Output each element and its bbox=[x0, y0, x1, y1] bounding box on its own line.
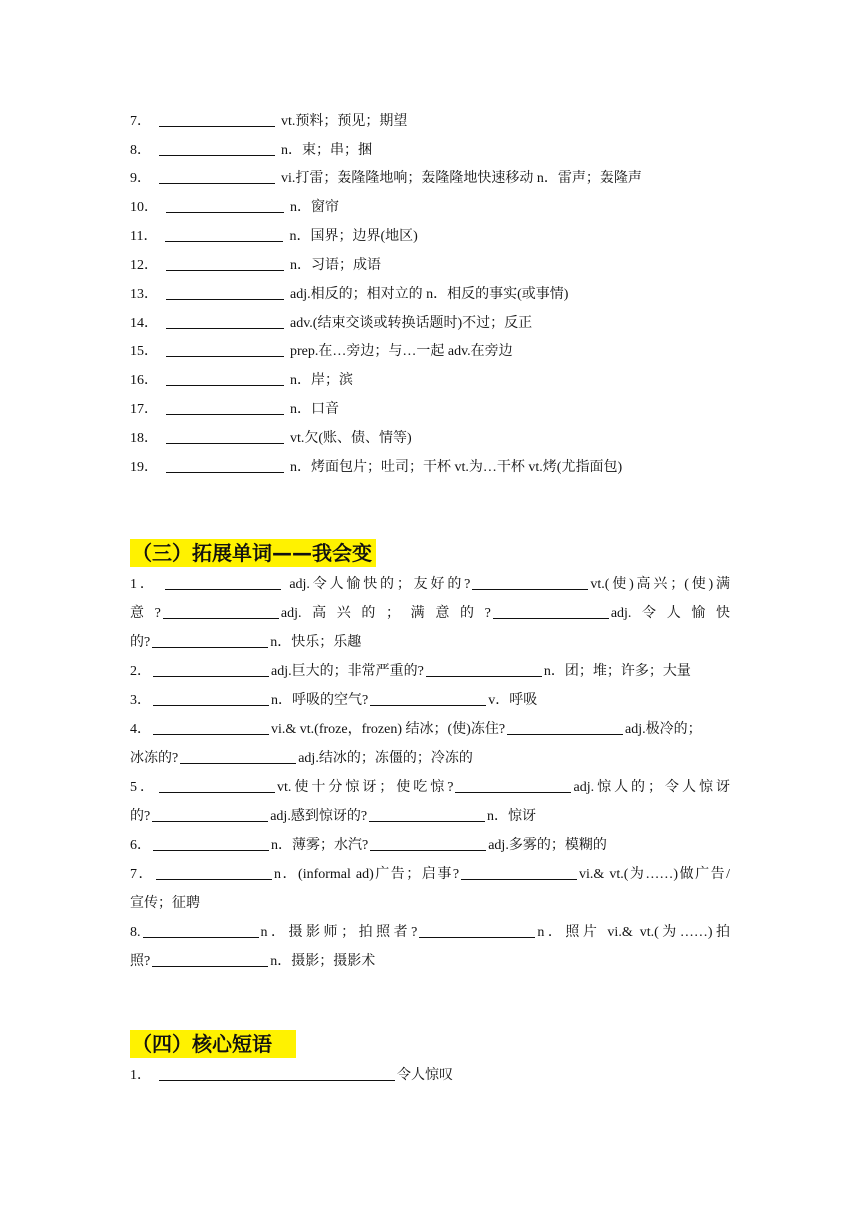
answer-blank[interactable] bbox=[166, 458, 284, 473]
item-number: 1． bbox=[130, 1068, 151, 1083]
answer-blank[interactable] bbox=[166, 198, 284, 213]
answer-blank[interactable] bbox=[507, 720, 623, 735]
line-text: adj.巨大的；非常严重的? bbox=[271, 664, 424, 679]
vocab-item bbox=[130, 169, 730, 189]
item-definition: vt.欠(账、债、情等) bbox=[290, 431, 412, 446]
vocab-item bbox=[130, 285, 730, 305]
item-number: 18． bbox=[130, 431, 158, 446]
phrase-item bbox=[130, 1066, 730, 1086]
line-text: 的? bbox=[130, 635, 151, 650]
answer-blank[interactable] bbox=[153, 836, 269, 851]
line-text: 冰冻的? bbox=[130, 751, 179, 766]
line-text: 照? bbox=[130, 954, 151, 969]
paragraph-line bbox=[130, 947, 730, 976]
answer-blank[interactable] bbox=[159, 112, 275, 127]
item-definition: n．束；串；捆 bbox=[281, 143, 372, 158]
vocab-item bbox=[130, 227, 730, 247]
vocab-item bbox=[130, 198, 730, 218]
item-definition: adv.(结束交谈或转换话题时)不过；反正 bbox=[290, 316, 533, 331]
answer-blank[interactable] bbox=[166, 285, 284, 300]
vocab-item bbox=[130, 429, 730, 449]
line-text: adj.结冰的；冻僵的；冷冻的 bbox=[298, 751, 473, 766]
paragraph-line bbox=[130, 889, 730, 918]
item-definition: n．口音 bbox=[290, 402, 339, 417]
item-number: 13． bbox=[130, 287, 158, 302]
line-text: vi.& vt.(为……)做广告/ bbox=[579, 867, 730, 882]
item-number: 8． bbox=[130, 143, 151, 158]
item-number: 1． bbox=[130, 577, 157, 592]
answer-blank[interactable] bbox=[153, 691, 269, 706]
item-number: 17． bbox=[130, 402, 158, 417]
item-number: 5． bbox=[130, 780, 157, 795]
item-number: 8. bbox=[130, 925, 141, 940]
section-heading bbox=[130, 539, 376, 567]
paragraph-line bbox=[130, 657, 730, 686]
answer-blank[interactable] bbox=[472, 575, 588, 590]
answer-blank[interactable] bbox=[180, 749, 296, 764]
item-number: 12． bbox=[130, 258, 158, 273]
answer-blank[interactable] bbox=[152, 807, 268, 822]
item-number: 14． bbox=[130, 316, 158, 331]
item-definition: 令人惊叹 bbox=[397, 1068, 453, 1083]
item-definition: n．窗帘 bbox=[290, 200, 339, 215]
line-text: n．(informal ad)广告；启事? bbox=[274, 867, 460, 882]
answer-blank[interactable] bbox=[152, 952, 268, 967]
answer-blank[interactable] bbox=[493, 604, 609, 619]
item-definition: vt.预料；预见；期望 bbox=[281, 114, 408, 129]
line-text: adj.极冷的； bbox=[625, 722, 702, 737]
answer-blank[interactable] bbox=[370, 836, 486, 851]
vocab-item bbox=[130, 141, 730, 161]
line-text: vt.(使)高兴；(使)满 bbox=[590, 577, 731, 592]
paragraph-line bbox=[130, 860, 730, 889]
section-title: （三）拓展单词——我会变 bbox=[132, 541, 372, 565]
answer-blank[interactable] bbox=[166, 400, 284, 415]
line-text: vi.& vt.(froze，frozen) 结冰；(使)冻住? bbox=[271, 722, 506, 737]
answer-blank[interactable] bbox=[370, 691, 486, 706]
item-number: 11． bbox=[130, 229, 158, 244]
vocab-item bbox=[130, 458, 730, 478]
answer-blank[interactable] bbox=[156, 865, 272, 880]
line-text: n．摄影师；拍照者? bbox=[260, 925, 418, 940]
item-number: 7． bbox=[130, 867, 155, 882]
vocab-item bbox=[130, 256, 730, 276]
line-text: v．呼吸 bbox=[488, 693, 538, 708]
line-text: n．呼吸的空气? bbox=[271, 693, 369, 708]
answer-blank[interactable] bbox=[159, 169, 275, 184]
item-definition: n．岸；滨 bbox=[290, 373, 353, 388]
item-definition: vi.打雷；轰隆隆地响；轰隆隆地快速移动 n．雷声；轰隆声 bbox=[281, 171, 642, 186]
line-text: n．团；堆；许多；大量 bbox=[543, 664, 691, 679]
vocab-item bbox=[130, 112, 730, 132]
paragraph-line bbox=[130, 802, 730, 831]
vocab-item bbox=[130, 314, 730, 334]
answer-blank[interactable] bbox=[152, 633, 268, 648]
line-text: n．快乐；乐趣 bbox=[270, 635, 362, 650]
paragraph-line bbox=[130, 715, 730, 744]
item-number: 10． bbox=[130, 200, 158, 215]
line-text: adj.高兴的；满意的? bbox=[280, 606, 491, 621]
line-text: 的? bbox=[130, 809, 151, 824]
line-text: n．惊讶 bbox=[487, 809, 537, 824]
paragraph-line bbox=[130, 918, 730, 947]
answer-blank[interactable] bbox=[159, 1066, 395, 1081]
expand-words-block bbox=[130, 570, 730, 976]
vocab-item bbox=[130, 342, 730, 362]
paragraph-line bbox=[130, 599, 730, 628]
vocab-item bbox=[130, 371, 730, 391]
paragraph-line bbox=[130, 628, 730, 657]
item-number: 19． bbox=[130, 460, 158, 475]
answer-blank[interactable] bbox=[163, 604, 279, 619]
answer-blank[interactable] bbox=[143, 923, 259, 938]
item-number: 3． bbox=[130, 693, 151, 708]
section-title: （四）核心短语 bbox=[132, 1032, 272, 1056]
line-text: adj.惊人的；令人惊讶 bbox=[573, 780, 730, 795]
item-number: 6． bbox=[130, 838, 151, 853]
answer-blank[interactable] bbox=[165, 227, 283, 242]
item-number: 15． bbox=[130, 344, 158, 359]
answer-blank[interactable] bbox=[166, 429, 284, 444]
line-text: n．薄雾；水汽? bbox=[271, 838, 369, 853]
paragraph-line bbox=[130, 686, 730, 715]
item-number: 16． bbox=[130, 373, 158, 388]
section-heading bbox=[130, 1030, 296, 1058]
answer-blank[interactable] bbox=[159, 141, 275, 156]
item-definition: n．烤面包片；吐司；干杯 vt.为…干杯 vt.烤(尤指面包) bbox=[290, 460, 623, 475]
paragraph-line bbox=[130, 570, 730, 599]
line-text: adj.感到惊讶的? bbox=[270, 809, 368, 824]
answer-blank[interactable] bbox=[369, 807, 485, 822]
item-number: 7． bbox=[130, 114, 151, 129]
line-text: adj.令人愉快的；友好的? bbox=[289, 577, 471, 592]
answer-blank[interactable] bbox=[461, 865, 577, 880]
answer-blank[interactable] bbox=[426, 662, 542, 677]
item-definition: prep.在…旁边；与…一起 adv.在旁边 bbox=[290, 344, 513, 359]
line-text: n．摄影；摄影术 bbox=[270, 954, 376, 969]
item-number: 4． bbox=[130, 722, 151, 737]
line-text: n．照片 vi.& vt.(为……)拍 bbox=[537, 925, 730, 940]
paragraph-line bbox=[130, 744, 730, 773]
line-text: adj.令人愉快 bbox=[610, 606, 730, 621]
line-text: 意? bbox=[130, 606, 161, 621]
answer-blank[interactable] bbox=[166, 371, 284, 386]
answer-blank[interactable] bbox=[165, 575, 281, 590]
answer-blank[interactable] bbox=[166, 256, 284, 271]
item-definition: n．习语；成语 bbox=[290, 258, 381, 273]
item-definition: n．国界；边界(地区) bbox=[289, 229, 418, 244]
vocab-item bbox=[130, 400, 730, 420]
item-definition: adj.相反的；相对立的 n．相反的事实(或事情) bbox=[290, 287, 569, 302]
answer-blank[interactable] bbox=[153, 662, 269, 677]
paragraph-line bbox=[130, 831, 730, 860]
answer-blank[interactable] bbox=[159, 778, 275, 793]
answer-blank[interactable] bbox=[419, 923, 535, 938]
answer-blank[interactable] bbox=[166, 314, 284, 329]
item-number: 2． bbox=[130, 664, 151, 679]
answer-blank[interactable] bbox=[455, 778, 571, 793]
line-text: 宣传；征聘 bbox=[130, 896, 200, 911]
item-number: 9． bbox=[130, 171, 151, 186]
line-text: vt.使十分惊讶；使吃惊? bbox=[276, 780, 454, 795]
answer-blank[interactable] bbox=[166, 342, 284, 357]
paragraph-line bbox=[130, 773, 730, 802]
line-text: adj.多雾的；模糊的 bbox=[488, 838, 607, 853]
answer-blank[interactable] bbox=[153, 720, 269, 735]
